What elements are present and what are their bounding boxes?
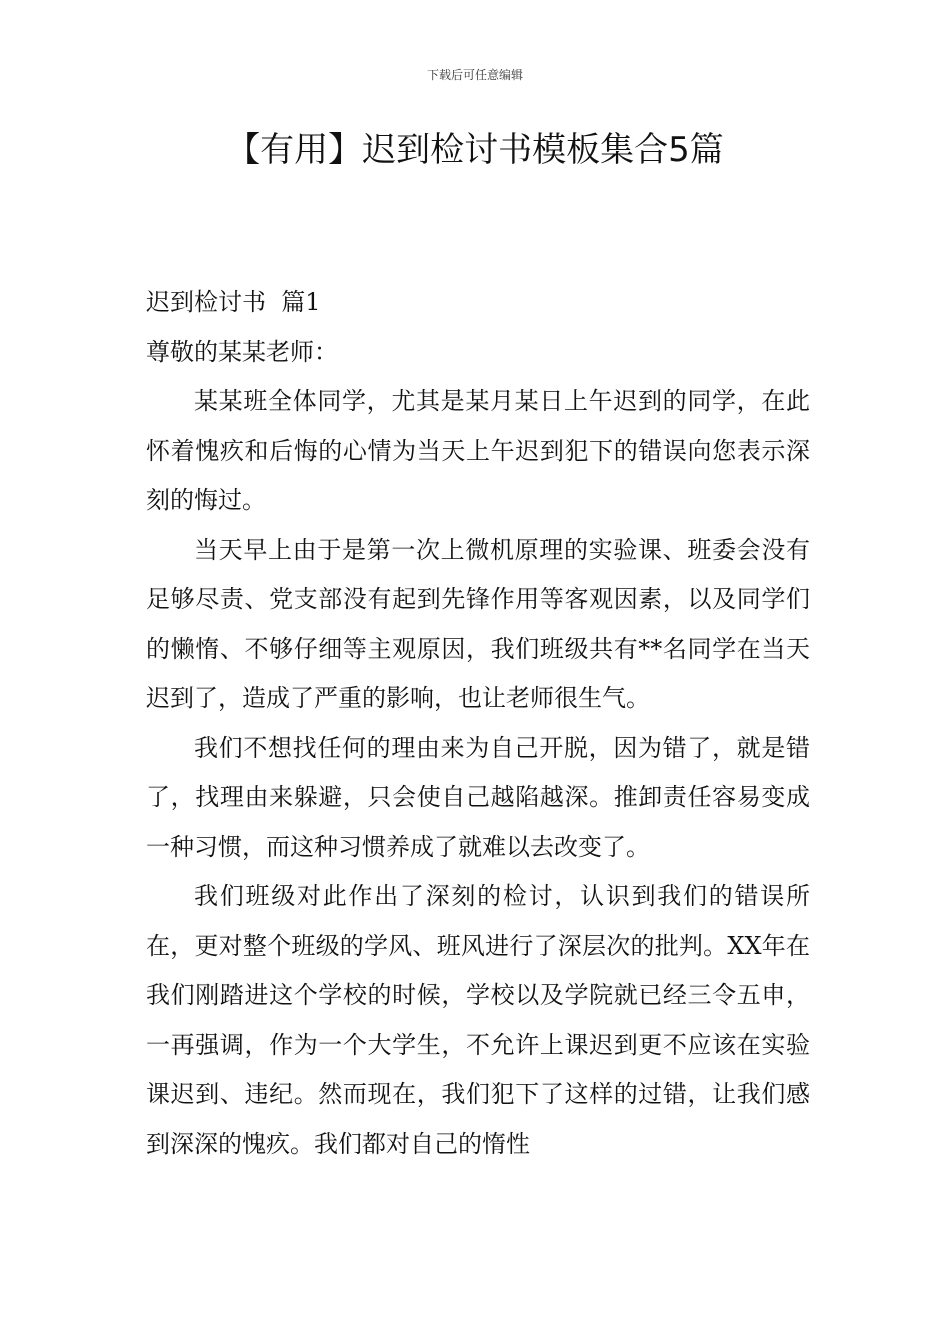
- paragraph-1: 某某班全体同学，尤其是某月某日上午迟到的同学，在此怀着愧疚和后悔的心情为当天上午迟到犯下的错误向您表示深刻的悔过。: [146, 387, 810, 514]
- document-title: 【有用】迟到检讨书模板集合5篇: [226, 130, 724, 170]
- paragraph-3: 我们不想找任何的理由来为自己开脱，因为错了，就是错了，找理由来躲避，只会使自己越陷越深。推卸责任容易变成一种习惯，而这种习惯养成了就难以去改变了。: [146, 733, 810, 861]
- salutation: 尊敬的某某老师：: [146, 337, 338, 366]
- paragraph-4: 我们班级对此作出了深刻的检讨，认识到我们的错误所在，更对整个班级的学风、班风进行了深层次的批判。XX年在我们刚踏进这个学校的时候，学校以及学院就已经三令五申，一再强调，作为一个大学生，不允许上课迟到更不应该在实验课迟到、违纪。然而现在，我们犯下了这样的过错，让我们感到深深的愧疚。我们都对自己的惰性: [146, 882, 810, 1158]
- paragraph-2: 当天早上由于是第一次上微机原理的实验课、班委会没有足够尽责、党支部没有起到先锋作用等客观因素，以及同学们的懒惰、不够仔细等主观原因，我们班级共有**名同学在当天迟到了，造成了严重的影响，也让老师很生气。: [146, 535, 810, 712]
- document-body: [146, 278, 810, 1169]
- header-note: 下载后可任意编辑: [426, 68, 523, 82]
- section-heading: 迟到检讨书 篇1: [146, 288, 321, 316]
